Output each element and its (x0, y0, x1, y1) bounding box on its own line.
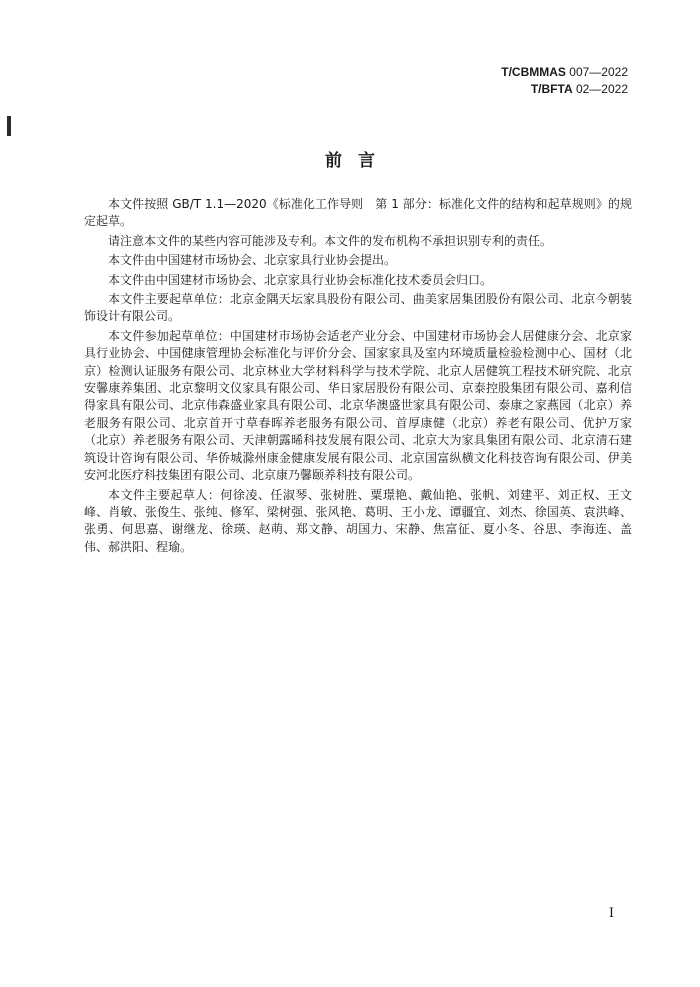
paragraph-proposed-by: 本文件由中国建材市场协会、北京家具行业协会提出。 (108, 253, 397, 268)
paragraph-drafting-rules: 本文件按照 GB/T 1.1—2020《标准化工作导则 第 1 部分：标准化文件的结构和起草规则》的规定起草。 (84, 197, 632, 229)
standard-code-line (501, 81, 628, 98)
standard-code-number: 02—2022 (572, 82, 628, 96)
foreword-body (84, 196, 632, 558)
standard-code-prefix: T/CBMMAS (501, 65, 566, 79)
scan-edge-mark (7, 116, 11, 136)
paragraph-main-drafting-units: 本文件主要起草单位：北京金隅天坛家具股份有限公司、曲美家居集团股份有限公司、北京今朝装饰设计有限公司。 (84, 292, 632, 324)
paragraph-participating-units: 本文件参加起草单位：中国建材市场协会适老产业分会、中国建材市场协会人居健康分会、北京家具行业协会、中国健康管理协会标准化与评价分会、国家家具及室内环境质量检验检测中心、国材（北京）检测认证服务有限公司、北京林业大学材料科学与技术学院、北京人居健筑工程技术研究院、北京安馨康养集团、北京黎明文仪家具有限公司、华日家居股份有限公司、京泰控股集团有限公司、嘉利信得家具有限公司、北京伟森盛业家具有限公司、北京华澳盛世家具有限公司、泰康之家燕园（北京）养老服务有限公司、北京首开寸草春晖养老服务有限公司、首厚康健（北京）养老有限公司、优护万家（北京）养老服务有限公司、天津朝露晞科技发展有限公司、北京大为家具集团有限公司、北京清石建筑设计咨询有限公司、华侨城滁州康金健康发展有限公司、北京国富纵横文化科技咨询有限公司、伊美安河北医疗科技集团有限公司、北京康乃馨颐养科技有限公司。 (84, 328, 632, 483)
paragraph-main-drafters: 本文件主要起草人：何徐凌、任淑琴、张树胜、粟璟艳、戴仙艳、张帆、刘建平、刘正权、王文峰、肖敏、张俊生、张纯、修军、梁树强、张风艳、葛明、王小龙、谭疆宜、刘杰、徐国英、袁洪峰、张勇、何思嘉、谢继龙、徐瑛、赵萌、郑文静、胡国力、宋静、焦富征、夏小冬、谷思、李海连、盖伟、郝洪阳、程瑜。 (84, 487, 632, 554)
page-title: 前言 (325, 151, 391, 171)
standard-code-number: 007—2022 (565, 65, 628, 79)
standard-code-line (501, 64, 628, 81)
page-number: I (608, 906, 614, 921)
paragraph-centralized-by: 本文件由中国建材市场协会、北京家具行业协会标准化技术委员会归口。 (108, 272, 493, 287)
standard-codes (501, 64, 628, 98)
paragraph-patent-notice: 请注意本文件的某些内容可能涉及专利。本文件的发布机构不承担识别专利的责任。 (108, 233, 553, 248)
standard-code-prefix: T/BFTA (530, 82, 573, 96)
